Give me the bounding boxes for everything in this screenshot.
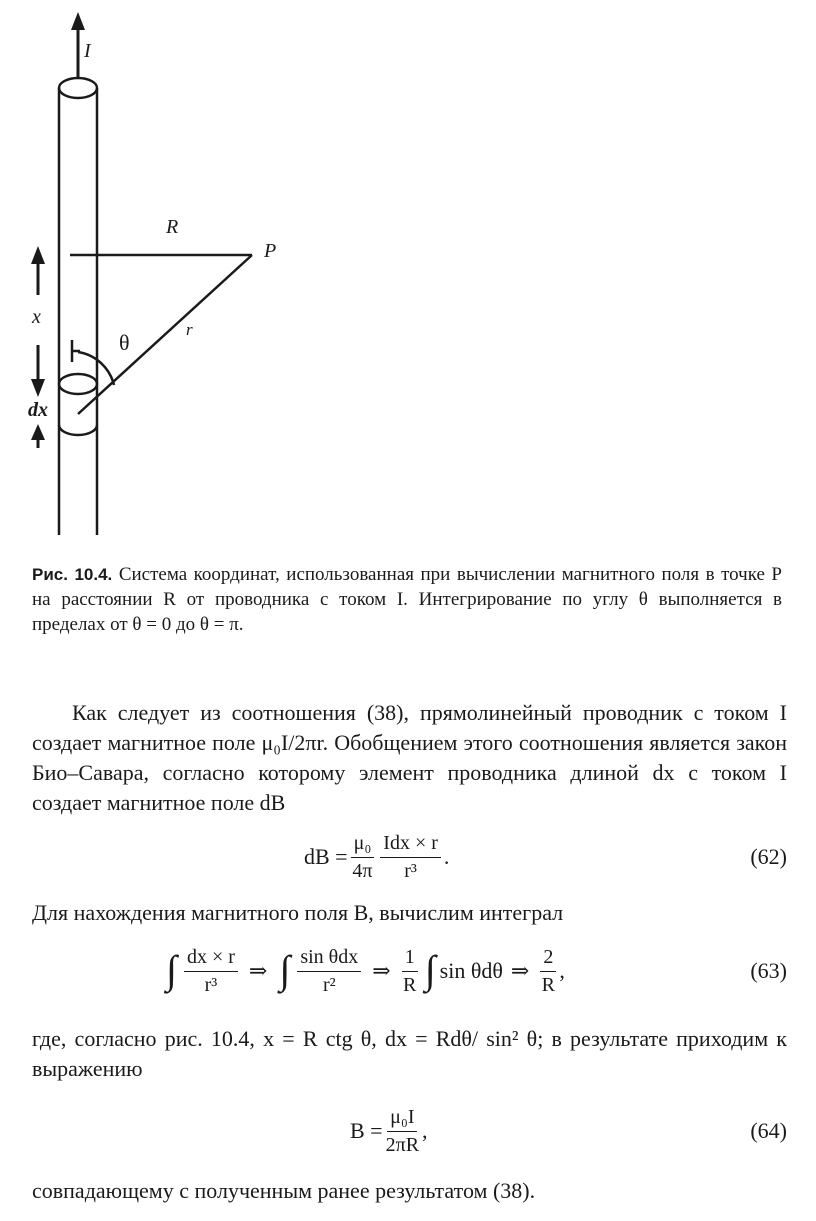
eq63-mid: sin θdθ: [439, 958, 503, 983]
element-top-ellipse: [59, 374, 97, 394]
eq62-number: (62): [750, 844, 787, 869]
equation-64: [32, 1096, 787, 1166]
dx-arrow-head: [31, 424, 45, 440]
equation-63: [32, 936, 787, 1006]
eq63-frac-3: [402, 946, 418, 997]
label-P: P: [264, 240, 277, 262]
label-theta: θ: [119, 330, 130, 355]
eq62-frac-cross: [380, 832, 441, 883]
eq64-den: 2πR: [385, 1133, 420, 1156]
eq63-frac-1: [184, 946, 238, 997]
eq63-frac-2: [297, 946, 361, 997]
eq62-frac1-den: 4π: [352, 859, 373, 882]
cylinder-top: [59, 78, 97, 98]
paragraph-2: Для нахождения магнитного поля B, вычислим интеграл: [32, 900, 564, 925]
current-arrow-head: [71, 12, 85, 30]
eq62-lhs: dB =: [304, 844, 348, 869]
eq62-frac-mu: [351, 832, 375, 883]
label-dx: dx: [28, 399, 48, 421]
eq63-tail: ,: [559, 958, 565, 983]
label-current-I: I: [84, 40, 91, 62]
paragraph-1: Как следует из соотношения (38), прямолинейный проводник с током I создает магнитное поле μ₀I/2πr. Обобщением этого соотношения является закон Био–Савара, согласно которому элемент проводника длиной dx с током I создает магнитное поле dB: [32, 700, 787, 815]
eq63-arrow-2: ⇒: [372, 958, 391, 983]
eq63-f2-den: r²: [322, 973, 336, 996]
eq64-number: (64): [750, 1118, 787, 1143]
eq62-tail: .: [443, 844, 450, 869]
eq64-tail: ,: [422, 1118, 428, 1143]
eq63-f3-num: 1: [402, 946, 418, 972]
label-x: x: [32, 306, 41, 328]
distance-r-line: [78, 255, 252, 414]
eq64-lhs: B =: [350, 1118, 383, 1143]
equation-63-formula: [162, 936, 565, 1006]
figure-caption: [32, 562, 782, 637]
caption-text: Система координат, использованная при вычислении магнитного поля в точке P на расстоянии R от проводника с током I. Интегрирование по углу θ выполняется в пределах от θ = 0 до θ = π.: [32, 564, 782, 635]
eq62-frac2-den: r³: [404, 859, 417, 882]
eq63-f2-num: sin θdx: [297, 946, 361, 972]
figure-10-4: [0, 0, 816, 560]
eq63-frac-4: [540, 946, 556, 997]
element-bottom-ellipse: [59, 425, 97, 435]
caption-head: Рис. 10.4.: [32, 565, 113, 584]
eq63-integral-2: ∫: [279, 946, 291, 992]
conductor-diagram: [0, 0, 816, 560]
eq63-f3-den: R: [403, 973, 417, 996]
paragraph-4: совпадающему с полученным ранее результатом (38).: [32, 1178, 536, 1203]
equation-62-formula: [304, 822, 449, 892]
equation-62: [32, 822, 787, 892]
label-R: R: [166, 216, 179, 238]
paragraph-3: где, согласно рис. 10.4, x = R ctg θ, dx = Rdθ/ sin² θ; в результате приходим к выражению: [32, 1026, 787, 1081]
equation-64-formula: [350, 1096, 428, 1166]
eq63-integral-1: ∫: [166, 946, 177, 992]
x-arrow-down-head: [31, 379, 45, 397]
eq63-arrow-1: ⇒: [248, 958, 268, 983]
x-arrow-up-head: [31, 246, 45, 264]
eq63-f4-den: R: [541, 973, 556, 996]
eq63-number: (63): [750, 958, 787, 983]
eq63-integral-3: ∫: [424, 946, 436, 992]
eq63-arrow-3: ⇒: [510, 958, 530, 983]
eq62-frac2-num: Idx × r: [380, 832, 441, 858]
eq63-f1-num: dx × r: [184, 946, 238, 972]
label-r: r: [186, 320, 193, 339]
eq64-frac: [386, 1106, 419, 1157]
eq63-f4-num: 2: [540, 946, 556, 972]
eq62-frac1-num: μ₀: [351, 832, 375, 858]
eq63-f1-den: r³: [204, 973, 218, 996]
eq64-num: μ₀I: [387, 1106, 417, 1132]
